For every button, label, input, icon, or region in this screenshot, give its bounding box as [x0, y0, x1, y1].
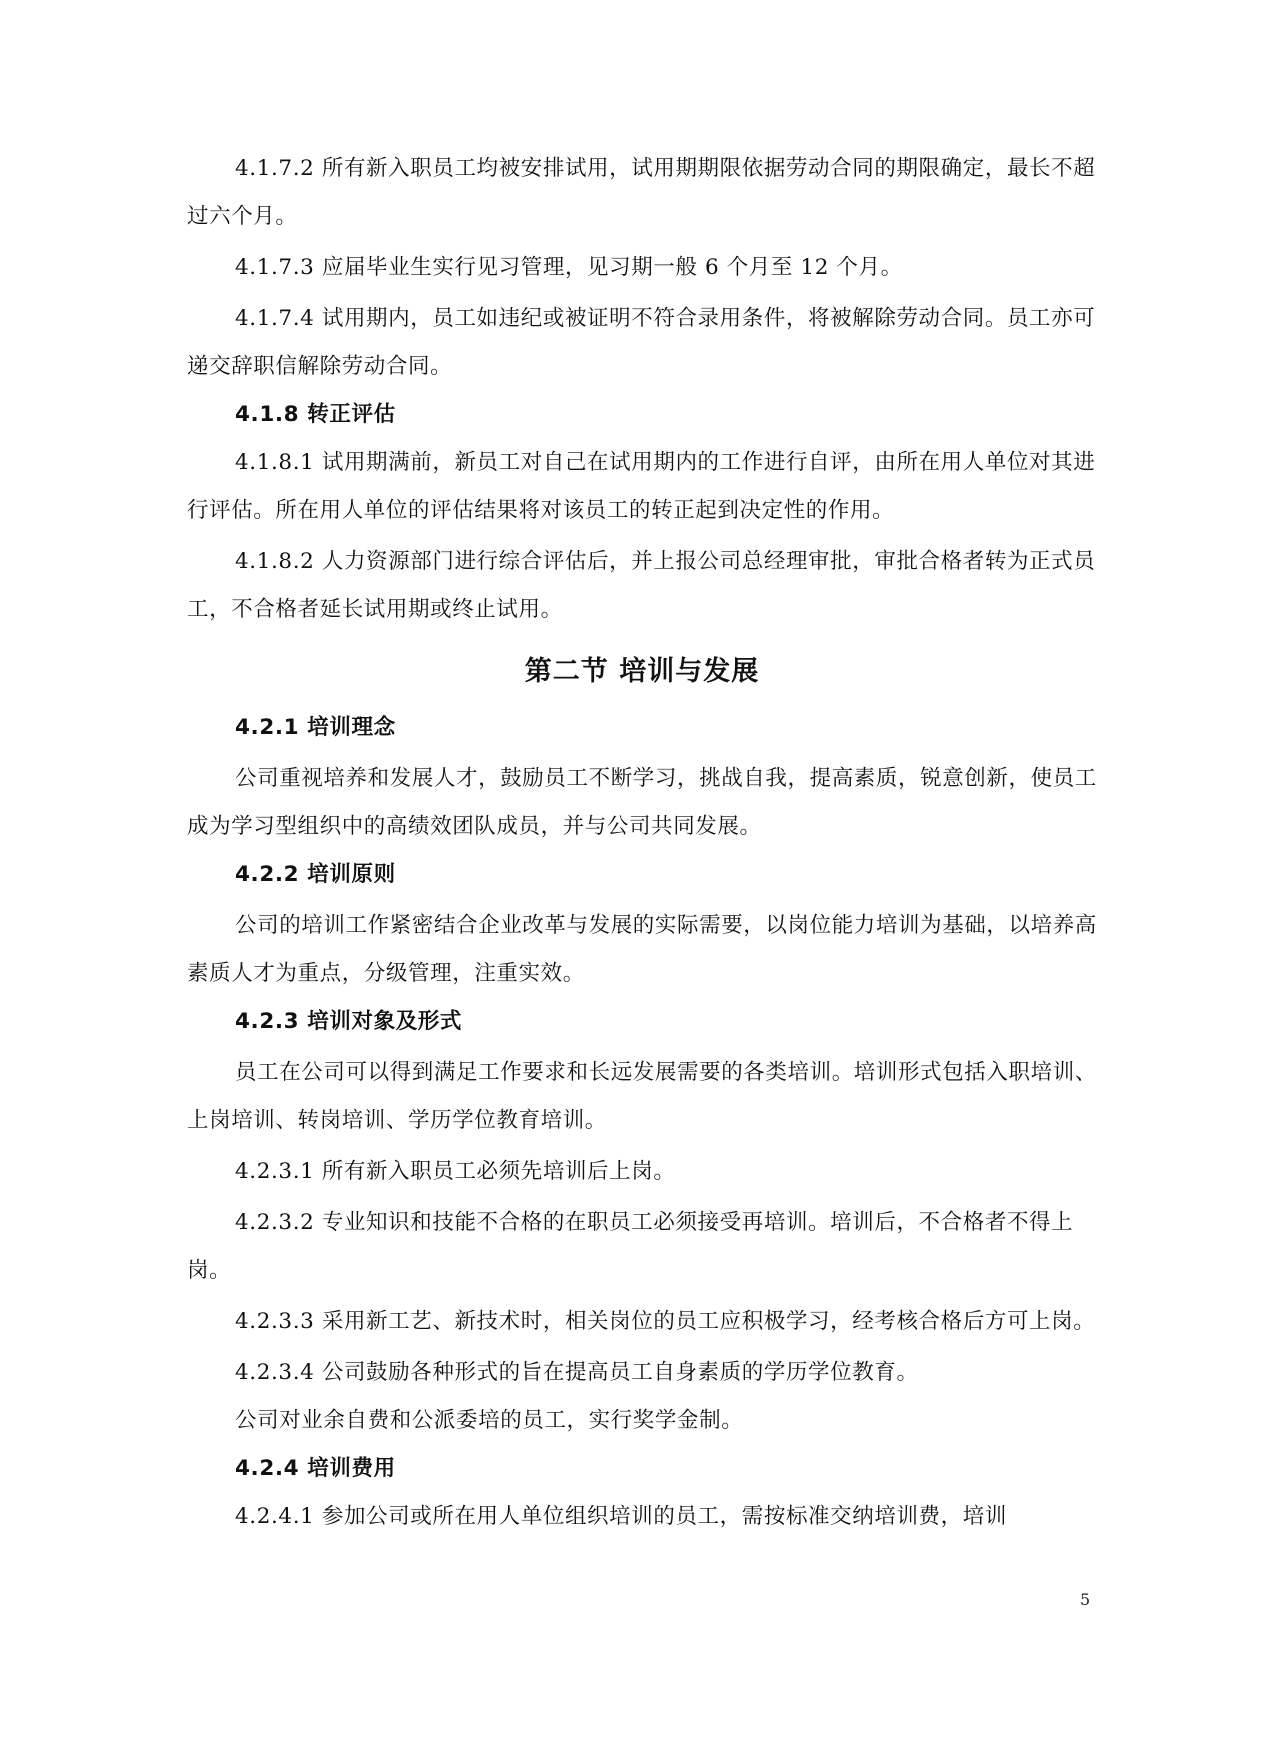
paragraph-4-2-3-2: 4.2.3.2 专业知识和技能不合格的在职员工必须接受再培训。培训后，不合格者不得上岗。: [187, 1210, 1074, 1283]
paragraph-4-2-4-1: 4.2.4.1 参加公司或所在用人单位组织培训的员工，需按标准交纳培训费，培训: [235, 1504, 1007, 1529]
paragraph-4-2-3-4b: 公司对业余自费和公派委培的员工，实行奖学金制。: [235, 1408, 744, 1433]
paragraph-4-1-8-2: 4.1.8.2 人力资源部门进行综合评估后，并上报公司总经理审批，审批合格者转为正式员工，不合格者延长试用期或终止试用。: [187, 549, 1096, 622]
section-title: 第二节 培训与发展: [524, 656, 760, 687]
paragraph-4-1-7-3: 4.1.7.3 应届毕业生实行见习管理，见习期一般 6 个月至 12 个月。: [235, 255, 903, 280]
paragraph-4-2-3-3: 4.2.3.3 采用新工艺、新技术时，相关岗位的员工应积极学习，经考核合格后方可上岗。: [235, 1309, 1096, 1334]
paragraph-4-2-3-4: 4.2.3.4 公司鼓励各种形式的旨在提高员工自身素质的学历学位教育。: [235, 1360, 919, 1385]
heading-4-2-3: 4.2.3 培训对象及形式: [235, 1009, 462, 1034]
paragraph-4-2-1: 公司重视培养和发展人才，鼓励员工不断学习，挑战自我，提高素质，锐意创新，使员工成为学习型组织中的高绩效团队成员，并与公司共同发展。: [187, 766, 1097, 839]
paragraph-4-2-3-1: 4.2.3.1 所有新入职员工必须先培训后上岗。: [235, 1159, 676, 1184]
paragraph-4-1-8-1: 4.1.8.1 试用期满前，新员工对自己在试用期内的工作进行自评，由所在用人单位对其进行评估。所在用人单位的评估结果将对该员工的转正起到决定性的作用。: [187, 450, 1096, 523]
paragraph-4-2-3: 员工在公司可以得到满足工作要求和长远发展需要的各类培训。培训形式包括入职培训、上岗培训、转岗培训、学历学位教育培训。: [187, 1060, 1097, 1133]
heading-4-2-1: 4.2.1 培训理念: [235, 715, 396, 740]
document-body: [187, 145, 1097, 1541]
heading-4-2-4: 4.2.4 培训费用: [235, 1456, 396, 1481]
paragraph-4-1-7-2: 4.1.7.2 所有新入职员工均被安排试用，试用期期限依据劳动合同的期限确定，最长不超过六个月。: [187, 156, 1096, 229]
page-number: 5: [1080, 1590, 1091, 1609]
heading-4-2-2: 4.2.2 培训原则: [235, 862, 396, 887]
heading-4-1-8: 4.1.8 转正评估: [235, 402, 396, 427]
paragraph-4-2-2: 公司的培训工作紧密结合企业改革与发展的实际需要，以岗位能力培训为基础，以培养高素质人才为重点，分级管理，注重实效。: [187, 913, 1097, 986]
paragraph-4-1-7-4: 4.1.7.4 试用期内，员工如违纪或被证明不符合录用条件，将被解除劳动合同。员工亦可递交辞职信解除劳动合同。: [187, 306, 1096, 379]
